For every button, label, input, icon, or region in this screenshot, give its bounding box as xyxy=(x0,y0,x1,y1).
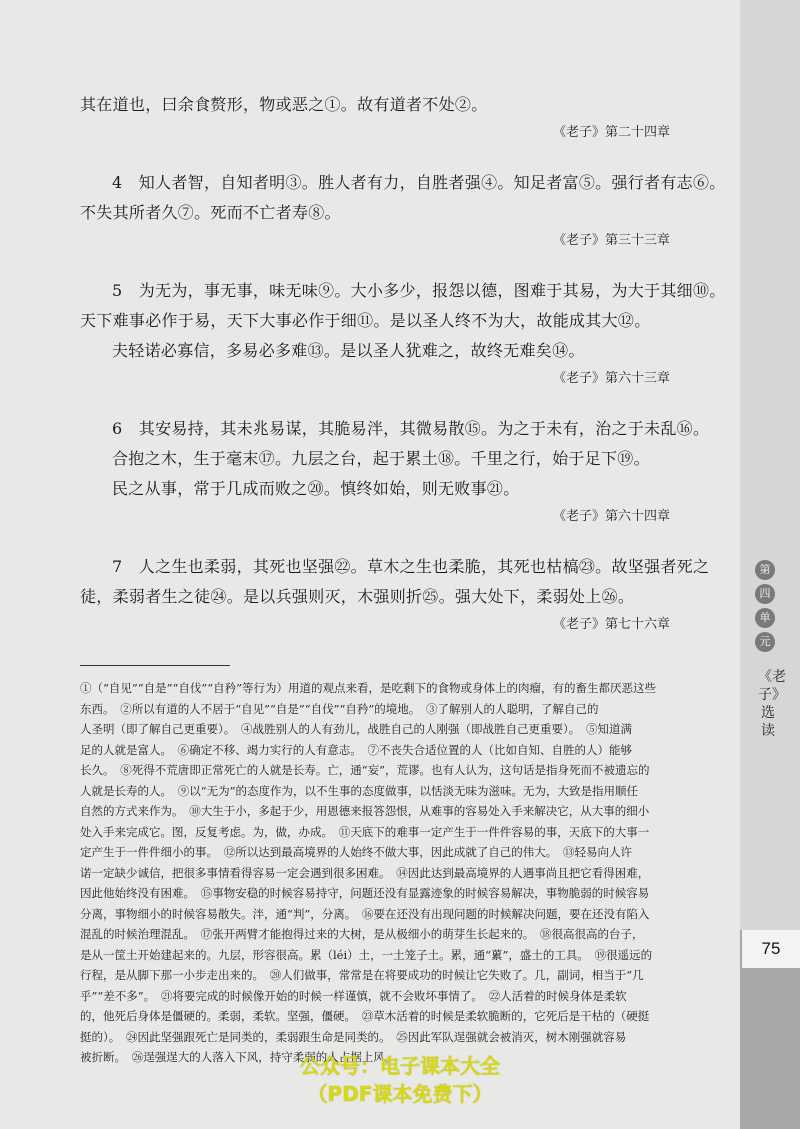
footnote-line: 乎”“差不多”。 ㉑将要完成的时候像开始的时候一样谨慎，就不会败坏事情了。 ㉒人活着的时候身体是柔软 xyxy=(80,988,627,1003)
footnote-line: 东西。 ②所以有道的人不居于“自见”“自是”“自伐”“自矜”的境地。 ③了解别人的人聪明，了解自己的 xyxy=(80,701,599,716)
footnote-line: ①（“自见”“自是”“自伐”“自矜”等行为）用道的观点来看，是吃剩下的食物或身体上的肉瘤，有的畜生都厌恶这些 xyxy=(80,681,657,695)
passage-source: 《老子》第二十四章 xyxy=(552,125,670,140)
main-text xyxy=(80,90,726,638)
footnote-line: 足的人就是富人。 ⑥确定不移、竭力实行的人有意志。 ⑦不丧失合适位置的人（比如自知、自胜的人）能够 xyxy=(80,742,632,757)
footnote-rule xyxy=(80,665,230,666)
passage-line: 不失其所者久⑦。死而不亡者寿⑧。 xyxy=(80,203,341,222)
passage-line: 其在道也，曰余食赘形，物或恶之①。故有道者不处②。 xyxy=(80,95,488,114)
passage xyxy=(80,414,710,530)
passage-source: 《老子》第六十四章 xyxy=(552,509,670,524)
passage-source: 《老子》第七十六章 xyxy=(552,617,670,632)
page-number: 75 xyxy=(742,930,800,968)
footnote-line: 人就是长寿的人。 ⑨以“无为”的态度作为，以不生事的态度做事，以恬淡无味为滋味。无为，大致是指用顺任 xyxy=(80,783,639,798)
unit-char: 元 xyxy=(755,632,775,652)
passage xyxy=(80,168,726,254)
passage-line: 5 为无为，事无事，味无味⑨。大小多少，报怨以德，图难于其易，为大于其细⑩。 xyxy=(112,281,726,300)
watermark-line1: 公众号：电子课本大全 xyxy=(300,1054,500,1078)
passage xyxy=(80,552,710,638)
footnote-line: 自然的方式来作为。 ⑩大生于小，多起于少，用恩德来报答怨恨，从难事的容易处入手来解决它，从大事的细小 xyxy=(80,804,650,818)
footnote-line: 定产生于一件件细小的事。 ⑫所以达到最高境界的人始终不做大事，因此成就了自己的伟大。 ⑬轻易向人许 xyxy=(80,845,632,859)
passage-line: 7 人之生也柔弱，其死也坚强㉒。草木之生也柔脆，其死也枯槁㉓。故坚强者死之 xyxy=(112,557,710,576)
passage xyxy=(80,276,726,392)
side-title: 《老子》选读 xyxy=(758,669,786,739)
unit-char: 四 xyxy=(755,584,775,604)
unit-char: 单 xyxy=(755,608,775,628)
passage-line: 6 其安易持，其未兆易谋，其脆易泮，其微易散⑮。为之于未有，治之于未乱⑯。 xyxy=(112,419,710,438)
watermark-line2: （PDF课本免费下） xyxy=(307,1082,493,1106)
passage xyxy=(80,90,710,146)
footnote-line: 的，他死后身体是僵硬的。柔弱，柔软。坚强，僵硬。 ㉓草木活着的时候是柔软脆断的，它死后是干枯的（硬挺 xyxy=(80,1009,650,1023)
passage-line: 天下难事必作于易，天下大事必作于细⑪。是以圣人终不为大，故能成其大⑫。 xyxy=(80,311,651,330)
passage-source: 《老子》第三十三章 xyxy=(552,233,670,248)
passage-source: 《老子》第六十三章 xyxy=(552,371,670,386)
footnote-line: 诺一定缺少诚信，把很多事情看得容易一定会遇到很多困难。 ⑭因此达到最高境界的人遇事尚且把它看得困难， xyxy=(80,865,650,880)
passage-line: 夫轻诺必寡信，多易必多难⑬。是以圣人犹难之，故终无难矣⑭。 xyxy=(112,341,585,360)
passage-line: 4 知人者智，自知者明③。胜人者有力，自胜者强④。知足者富⑤。强行者有志⑥。 xyxy=(112,173,726,192)
passage-line: 徒，柔弱者生之徒㉔。是以兵强则灭，木强则折㉕。强大处下，柔弱处上㉖。 xyxy=(80,587,635,606)
footnote-line: 混乱的时候治理混乱。 ⑰张开两臂才能抱得过来的大树，是从极细小的萌芽生长起来的。 ⑱很高很高的台子， xyxy=(80,927,644,941)
unit-badge xyxy=(752,560,778,652)
footnote-line: 挺的）。 ㉔因此坚强跟死亡是同类的，柔弱跟生命是同类的。 ㉕因此军队逞强就会被消灭，树木刚强就容易 xyxy=(80,1029,627,1044)
footnote-line: 长久。 ⑧死得不荒唐即正常死亡的人就是长寿。亡，通“妄”，荒谬。也有人认为，这句话是指身死而不被遗忘的 xyxy=(80,763,650,777)
watermark xyxy=(250,1052,550,1108)
unit-char: 第 xyxy=(755,560,775,580)
footnote-line: 因此他始终没有困难。 ⑮事物安稳的时候容易持守，问题还没有显露迹象的时候容易解决，事物脆弱的时候容易 xyxy=(80,886,650,900)
footnote-line: 行程，是从脚下那一小步走出来的。 ⑳人们做事，常常是在将要成功的时候让它失败了。几，副词，相当于“几 xyxy=(80,968,644,982)
footnote-line: 分离，事物细小的时候容易散失。泮，通“判”，分离。 ⑯要在还没有出现问题的时候解决问题，要在还没有陷入 xyxy=(80,906,650,921)
passage-line: 合抱之木，生于毫末⑰。九层之台，起于累土⑱。千里之行，始于足下⑲。 xyxy=(112,449,650,468)
footnotes xyxy=(80,678,710,1068)
footnote-line: 处入手来完成它。图，反复考虑。为，做，办成。 ⑪天底下的难事一定产生于一件件容易的事，天底下的大事一 xyxy=(80,824,650,839)
footnote-line: 是从一筐土开始建起来的。九层，形容很高。累（léi）土，一土笼子土。累，通“蔂”，盛土的工具。 ⑲很遥远的 xyxy=(80,947,653,962)
passage-line: 民之从事，常于几成而败之⑳。慎终如始，则无败事㉑。 xyxy=(112,479,520,498)
footnote-line: 被折断。 ㉖逞强逞大的人落入下风，持守柔弱的人占据上风。 xyxy=(80,1050,397,1064)
footnote-line: 人圣明（即了解自己更重要）。 ④战胜别人的人有劲儿，战胜自己的人刚强（即战胜自己更重要）。 ⑤知道满 xyxy=(80,722,632,736)
